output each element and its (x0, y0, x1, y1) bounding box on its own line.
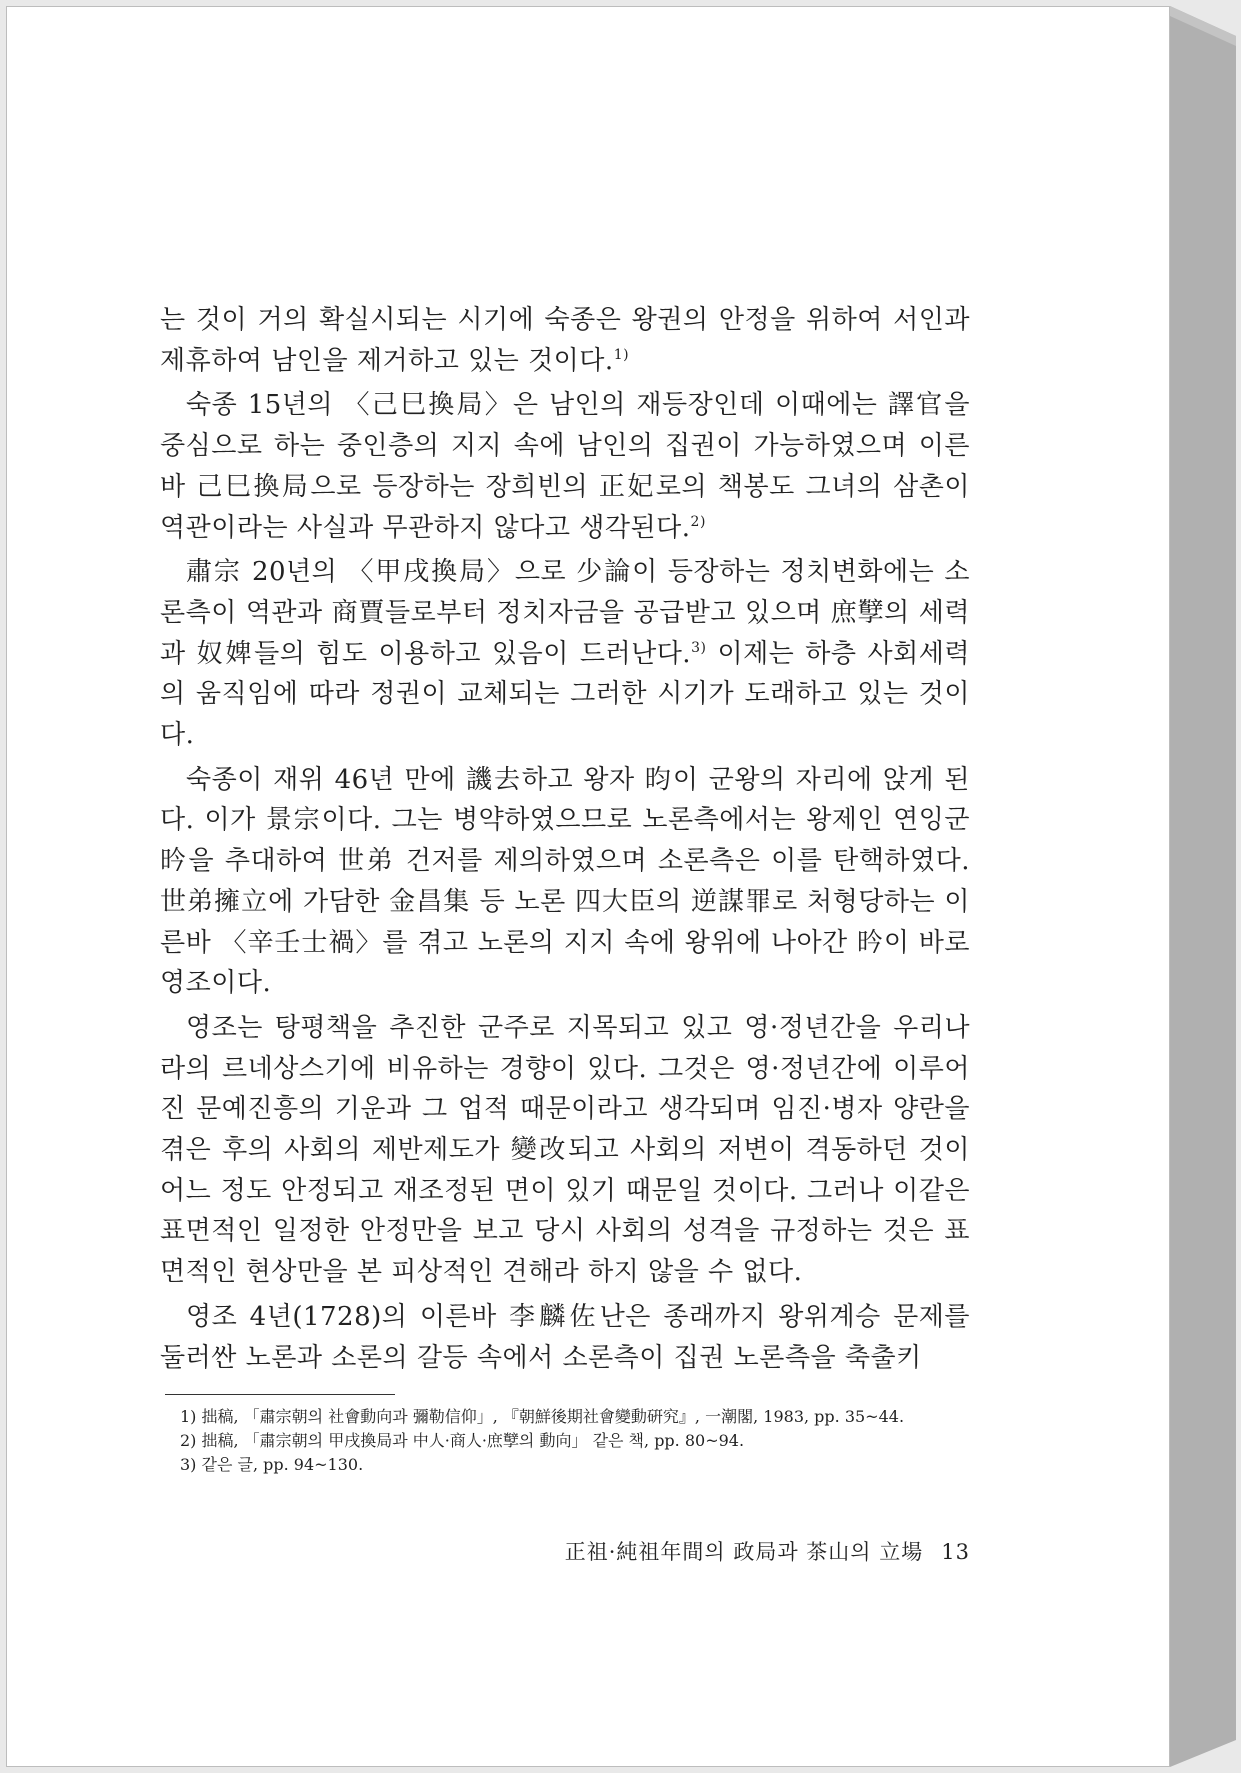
footnote-divider (165, 1394, 395, 1395)
footnotes (180, 1405, 970, 1477)
footnote: 1) 拙稿, 「肅宗朝의 社會動向과 彌勒信仰」, 『朝鮮後期社會變動硏究』, 一潮閣, 1983, pp. 35~44. (180, 1407, 905, 1426)
footnote-ref: 1) (613, 346, 630, 363)
paragraph: 肅宗 20년의 〈甲戌換局〉으로 少論이 등장하는 정치변화에는 소론측이 역관과 商賈들로부터 정치자금을 공급받고 있으며 庶孼의 세력과 奴婢들의 힘도 이용하고 있음이 드러난다.$^{3)}$ 이제는 하층 사회세력의 움직임에 따라 정권이 교체되는 그러한 시기가 도래하고 있는 것이다. (160, 557, 970, 751)
running-title: 正祖·純祖年間의 政局과 茶山의 立場 (564, 1540, 924, 1564)
footnote-ref: 2) (690, 513, 706, 530)
book-edge (1170, 0, 1241, 1773)
paragraph: 숙종이 재위 46년 만에 譏去하고 왕자 昀이 군왕의 자리에 앉게 된다. 이가 景宗이다. 그는 병약하였으므로 노론측에서는 왕제인 연잉군 昑을 추대하여 世弟 건저를 제의하였으며 소론측은 이를 탄핵하였다. 世弟擁立에 가담한 金昌集 등 노론 四大臣의 逆謀罪로 처형당하는 이른바 〈辛壬士禍〉를 겪고 노론의 지지 속에 왕위에 나아간 昑이 바로 영조이다. (160, 764, 970, 999)
paragraph: 영조 4년(1728)의 이른바 李麟佐난은 종래까지 왕위계승 문제를 둘러싼 노론과 소론의 갈등 속에서 소론측이 집권 노론측을 축출키 (160, 1301, 970, 1373)
footnote: 3) 같은 글, pp. 94~130. (180, 1455, 364, 1474)
paragraph: 영조는 탕평책을 추진한 군주로 지목되고 있고 영·정년간을 우리나라의 르네상스기에 비유하는 경향이 있다. 그것은 영·정년간에 이루어진 문예진흥의 기운과 그 업적 때문이라고 생각되며 임진·병자 양란을 겪은 후의 사회의 제반제도가 變改되고 사회의 저변이 격동하던 것이 어느 정도 안정되고 재조정된 면이 있기 때문일 것이다. 그러나 이같은 표면적인 일정한 안정만을 보고 당시 사회의 성격을 규정하는 것은 표면적인 현상만을 본 피상적인 견해라 하지 않을 수 없다. (160, 1012, 970, 1288)
page-number: 13 (941, 1540, 970, 1564)
footnote-ref: 3) (691, 639, 707, 656)
footnote: 2) 拙稿, 「肅宗朝의 甲戌換局과 中人·商人·庶孼의 動向」 같은 책, pp. 80~94. (180, 1431, 745, 1450)
body-text (160, 300, 970, 1382)
paragraph: 숙종 15년의 〈己巳換局〉은 남인의 재등장인데 이때에는 譯官을 중심으로 하는 중인층의 지지 속에 남인의 집권이 가능하였으며 이른바 己巳換局으로 등장하는 장희빈의 正妃로의 책봉도 그녀의 삼촌이 역관이라는 사실과 무관하지 않다고 생각된다.$^{2)}$ (160, 390, 970, 543)
running-footer (490, 1536, 970, 1566)
paragraph: 는 것이 거의 확실시되는 시기에 숙종은 왕권의 안정을 위하여 서인과 제휴하여 남인을 제거하고 있는 것이다.$^{1)}$ (160, 305, 970, 376)
